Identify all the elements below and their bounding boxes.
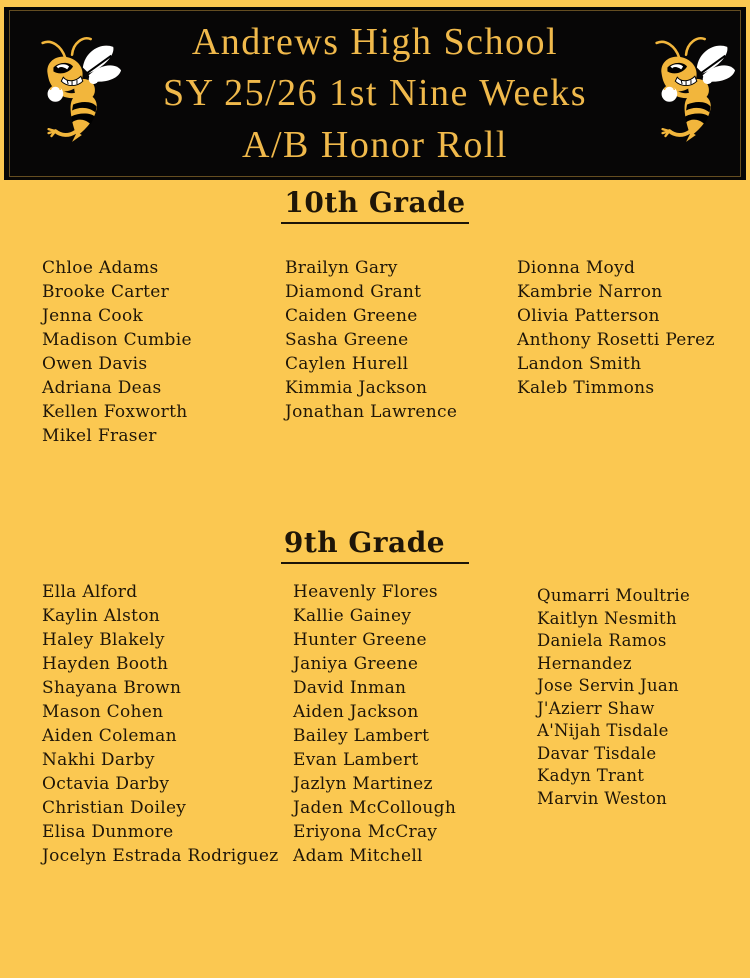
student-name: Ella Alford: [42, 582, 138, 602]
student-name: Caylen Hurell: [285, 354, 409, 374]
student-name: Christian Doiley: [42, 798, 187, 818]
section-title-text: 10th Grade: [281, 186, 468, 224]
name-column: [293, 580, 537, 868]
header-banner: [4, 7, 746, 180]
student-name: Octavia Darby: [42, 774, 170, 794]
student-name: Eriyona McCray: [293, 822, 438, 842]
name-columns: [0, 256, 750, 448]
name-column: [517, 256, 750, 448]
section-title-text: 9th Grade: [281, 526, 469, 564]
name-column: [537, 580, 750, 868]
student-name: Bailey Lambert: [293, 726, 430, 746]
student-name: Chloe Adams: [42, 258, 159, 278]
section-title-9th: [0, 526, 750, 564]
student-name: Caiden Greene: [285, 306, 418, 326]
student-name: Janiya Greene: [293, 654, 419, 674]
student-name: Haley Blakely: [42, 630, 165, 650]
yellowjacket-mascot-icon: [640, 33, 738, 145]
student-name: Kaitlyn Nesmith: [537, 608, 677, 628]
student-name: Elisa Dunmore: [42, 822, 174, 842]
student-name: Shayana Brown: [42, 678, 182, 698]
name-column: [285, 256, 517, 448]
student-name: Kellen Foxworth: [42, 402, 188, 422]
student-name: Jonathan Lawrence: [285, 402, 458, 422]
student-name: Daniela Ramos Hernandez: [537, 631, 667, 673]
term-line: SY 25/26 1st Nine Weeks: [162, 72, 588, 115]
student-name: Aiden Coleman: [42, 726, 177, 746]
student-name: Dionna Moyd: [517, 258, 636, 278]
student-name: Anthony Rosetti Perez: [517, 330, 715, 350]
student-name: Mikel Fraser: [42, 426, 157, 446]
student-name: Hayden Booth: [42, 654, 169, 674]
student-name: Kallie Gainey: [293, 606, 412, 626]
student-name: Adriana Deas: [42, 378, 162, 398]
student-name: Evan Lambert: [293, 750, 419, 770]
student-name: J'Azierr Shaw: [537, 698, 655, 718]
section-9th-grade: [0, 526, 750, 868]
student-name: Diamond Grant: [285, 282, 422, 302]
student-name: Landon Smith: [517, 354, 642, 374]
student-name: Heavenly Flores: [293, 582, 438, 602]
student-name: Kaleb Timmons: [517, 378, 655, 398]
student-name: David Inman: [293, 678, 407, 698]
student-name: Jazlyn Martinez: [293, 774, 433, 794]
student-name: Kaylin Alston: [42, 606, 161, 626]
name-column: [42, 256, 285, 448]
student-name: Jose Servin Juan: [537, 676, 679, 695]
student-name: Olivia Patterson: [517, 306, 660, 326]
student-name: Jocelyn Estrada Rodriguez: [42, 846, 279, 866]
student-name: Davar Tisdale: [537, 743, 657, 763]
student-name: Brailyn Gary: [285, 258, 398, 278]
student-name: Madison Cumbie: [42, 330, 192, 350]
name-column: [42, 580, 293, 868]
student-name: Qumarri Moultrie: [537, 586, 691, 605]
student-name: Sasha Greene: [285, 330, 409, 350]
school-name: Andrews High School: [191, 20, 559, 63]
student-name: Aiden Jackson: [293, 702, 419, 722]
name-columns: [0, 580, 750, 868]
student-name: Jaden McCollough: [293, 798, 457, 818]
student-name: Kadyn Trant: [537, 766, 645, 785]
honor-roll-line: A/B Honor Roll: [242, 123, 508, 166]
student-name: A'Nijah Tisdale: [537, 721, 669, 740]
section-title-10th: [0, 186, 750, 224]
student-name: Adam Mitchell: [293, 846, 423, 866]
student-name: Jenna Cook: [42, 306, 144, 326]
student-name: Mason Cohen: [42, 702, 164, 722]
section-10th-grade: [0, 186, 750, 448]
student-name: Marvin Weston: [537, 788, 668, 808]
student-name: Owen Davis: [42, 354, 148, 374]
student-name: Hunter Greene: [293, 630, 427, 650]
honor-roll-poster: [0, 7, 750, 978]
student-name: Brooke Carter: [42, 282, 170, 302]
yellowjacket-mascot-icon: [26, 33, 124, 145]
student-name: Kambrie Narron: [517, 282, 663, 302]
student-name: Nakhi Darby: [42, 750, 155, 770]
student-name: Kimmia Jackson: [285, 378, 428, 398]
